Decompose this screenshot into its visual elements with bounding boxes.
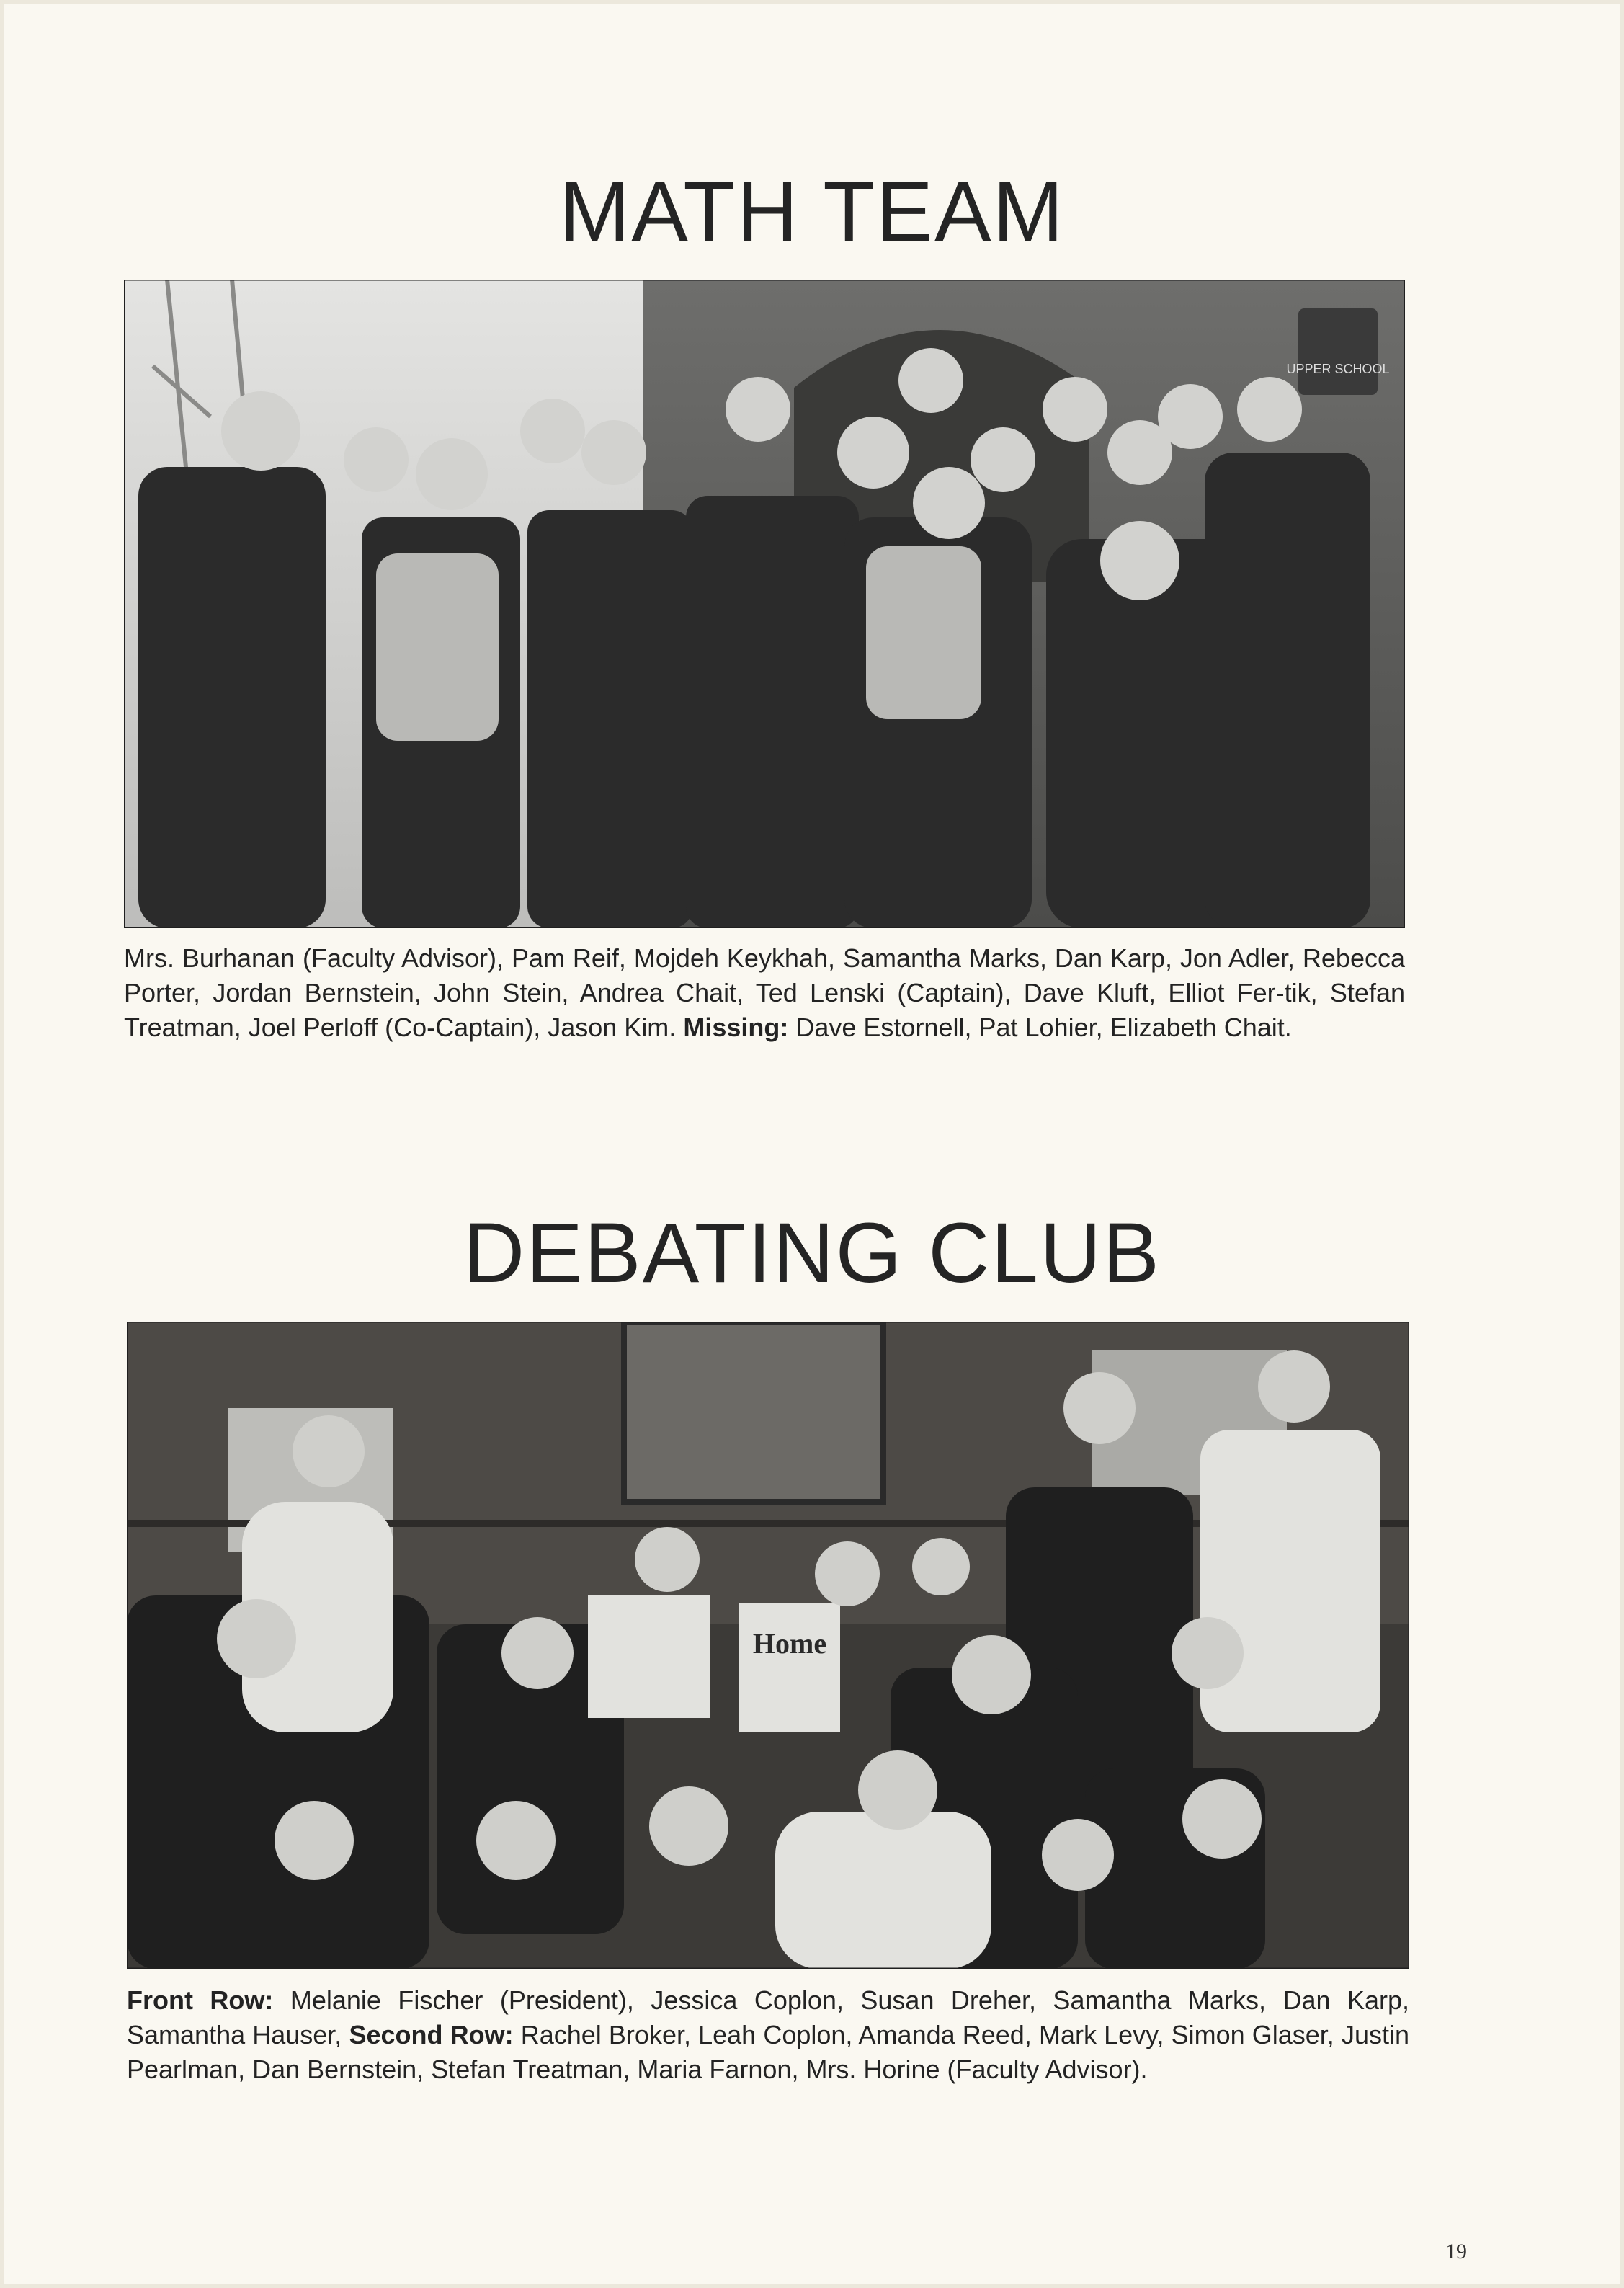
debating-club-photo-drawing [127, 1322, 1409, 1969]
math-team-photo [124, 280, 1405, 928]
math-team-photo-drawing [124, 280, 1405, 928]
math-team-members: Mrs. Burhanan (Faculty Advisor), Pam Reif, Mojdeh Keykhah, Samantha Marks, Dan Karp, Jon Adler, Rebecca Porter, Jordan Bernstein, John Stein, Andrea Chait, Ted Lenski (Captain), Dave Kluft, Elliot Fer-tik, Stefan Treatman, Joel Perloff (Co-Captain), Jason Kim. [124, 943, 1405, 1042]
front-row-label: Front Row: [127, 1985, 274, 2015]
school-sign-text: UPPER SCHOOL [1286, 362, 1390, 376]
missing-members: Dave Estornell, Pat Lohier, Elizabeth Chait. [795, 1012, 1292, 1042]
front-row-names: Melanie Fischer (President), Jessica Coplon, Susan Dreher, Samantha Marks, Dan Karp, Samantha Hauser, [127, 1985, 1409, 2049]
newspaper-headline: Home [752, 1627, 827, 1660]
second-row-names: Rachel Broker, Leah Coplon, Amanda Reed, Mark Levy, Simon Glaser, Justin Pearlman, Dan Bernstein, Stefan Treatman, Maria Farnon, Mrs. Horine (Faculty Advisor). [127, 2020, 1409, 2084]
math-team-caption [124, 941, 1405, 1045]
page-number: 19 [1445, 2240, 1467, 2263]
debating-club-photo [127, 1322, 1409, 1969]
second-row-label: Second Row: [349, 2020, 514, 2049]
math-team-heading: MATH TEAM [559, 164, 1065, 259]
debating-club-caption [127, 1983, 1409, 2087]
debating-club-heading: DEBATING CLUB [463, 1206, 1161, 1301]
missing-label: Missing: [683, 1012, 789, 1042]
